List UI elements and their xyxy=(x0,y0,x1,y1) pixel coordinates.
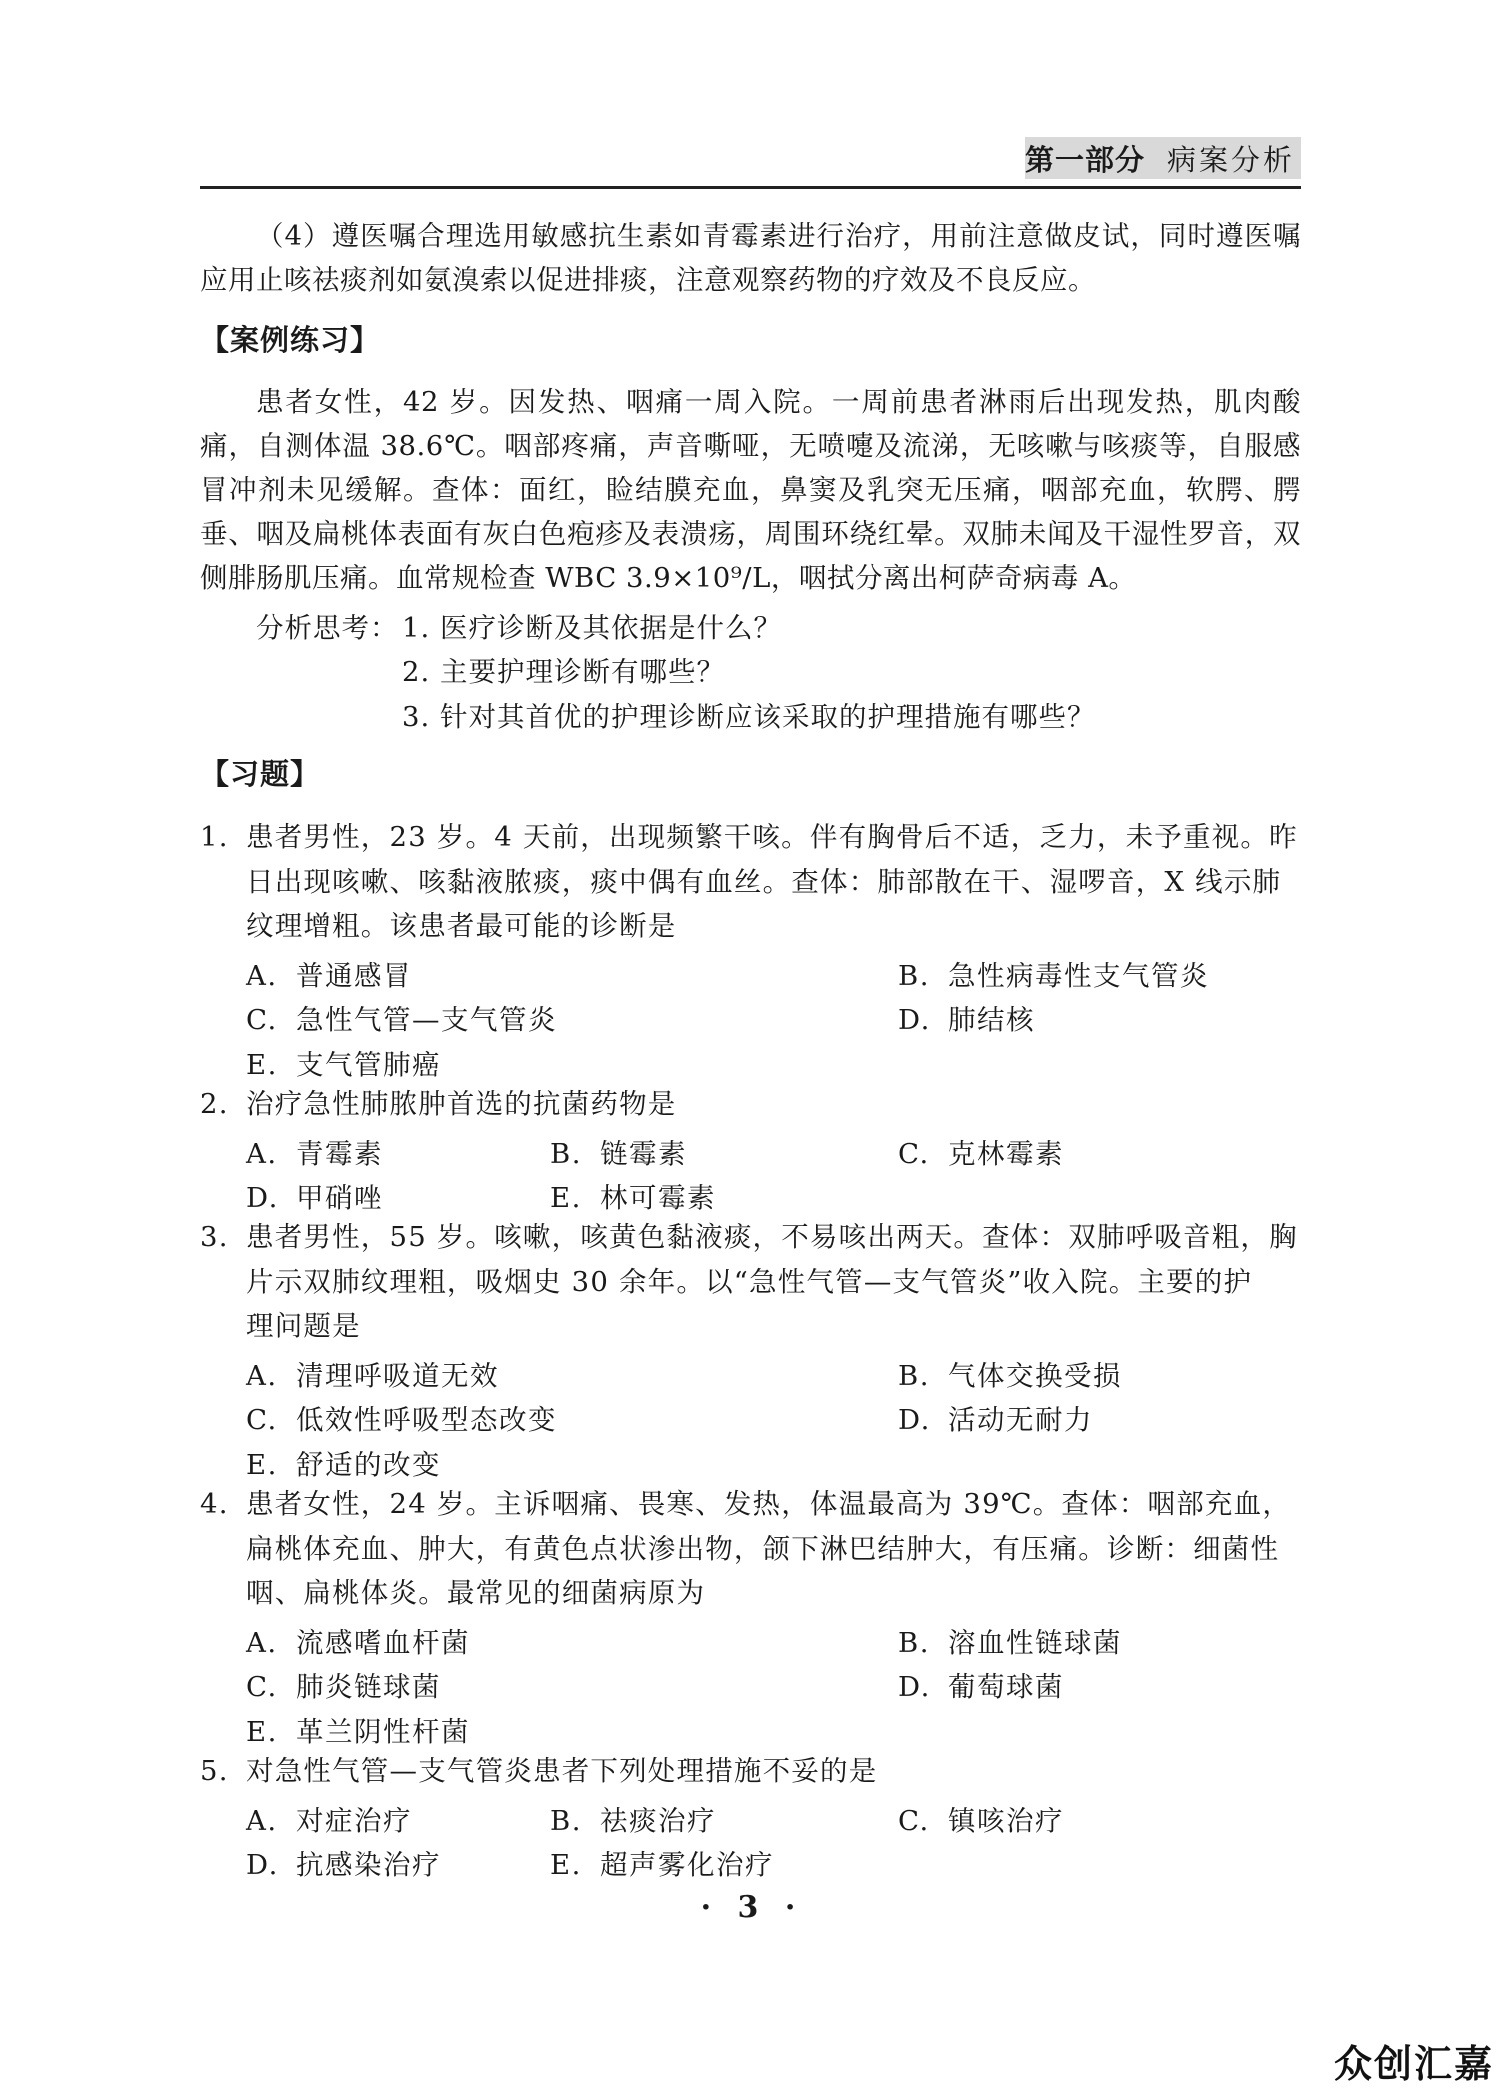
question-line xyxy=(200,1482,1301,1527)
question-1-option-d[interactable]: D. 肺结核 xyxy=(898,1004,1035,1036)
intro-block xyxy=(200,214,1301,302)
stem-text: 纹理增粗。该患者最可能的诊断是 xyxy=(246,910,677,942)
case-practice-heading: 【案例练习】 xyxy=(200,323,381,357)
question-2-option-d[interactable]: D. 甲硝唑 xyxy=(246,1182,383,1214)
analysis-question-2: 2. 主要护理诊断有哪些？ xyxy=(402,656,725,688)
question-3-option-b[interactable]: B. 气体交换受损 xyxy=(898,1360,1122,1392)
question-5-stem xyxy=(200,1749,1301,1794)
question-number: 1. xyxy=(200,821,229,853)
page-number: · 3 · xyxy=(700,1890,804,1925)
question-4-option-d[interactable]: D. 葡萄球菌 xyxy=(898,1671,1064,1703)
question-3-option-d[interactable]: D. 活动无耐力 xyxy=(898,1404,1093,1436)
stem-text: 咽、扁桃体炎。最常见的细菌病原为 xyxy=(246,1577,706,1609)
stem-text: 治疗急性肺脓肿首选的抗菌药物是 xyxy=(246,1088,677,1120)
question-4-option-e[interactable]: E. 革兰阴性杆菌 xyxy=(246,1716,470,1748)
stem-text: 理问题是 xyxy=(246,1310,361,1342)
intro-paragraph: （4）遵医嘱合理选用敏感抗生素如青霉素进行治疗，用前注意做皮试，同时遵医嘱应用止咳祛痰剂如氨溴索以促进排痰，注意观察药物的疗效及不良反应。 xyxy=(200,220,1301,296)
question-1-stem xyxy=(200,815,1301,949)
question-4-option-c[interactable]: C. 肺炎链球菌 xyxy=(246,1671,441,1703)
question-1-option-c[interactable]: C. 急性气管—支气管炎 xyxy=(246,1004,557,1036)
question-number: 4. xyxy=(200,1488,229,1520)
question-number: 5. xyxy=(200,1755,229,1787)
question-1-option-b[interactable]: B. 急性病毒性支气管炎 xyxy=(898,960,1209,992)
question-2-option-e[interactable]: E. 林可霉素 xyxy=(550,1182,716,1214)
case-practice-block xyxy=(200,380,1301,600)
analysis-question-1: 1. 医疗诊断及其依据是什么？ xyxy=(402,612,782,644)
section-title: 病案分析 xyxy=(1166,142,1295,177)
question-5-option-d[interactable]: D. 抗感染治疗 xyxy=(246,1849,441,1881)
stem-text: 片示双肺纹理粗，吸烟史 30 余年。以“急性气管—支气管炎”收入院。主要的护 xyxy=(246,1265,1253,1298)
stem-text: 患者女性，24 岁。主诉咽痛、畏寒、发热，体温最高为 39℃。查体：咽部充血， xyxy=(246,1488,1292,1520)
question-5-option-c[interactable]: C. 镇咳治疗 xyxy=(898,1805,1064,1837)
question-2-option-a[interactable]: A. 青霉素 xyxy=(246,1138,383,1170)
question-2-stem xyxy=(200,1082,1301,1127)
question-5-option-e[interactable]: E. 超声雾化治疗 xyxy=(550,1849,774,1881)
exercises-heading: 【习题】 xyxy=(200,757,321,791)
running-header xyxy=(200,130,1301,189)
question-5-option-a[interactable]: A. 对症治疗 xyxy=(246,1805,412,1837)
question-3-option-e[interactable]: E. 舒适的改变 xyxy=(246,1449,441,1481)
stem-text: 日出现咳嗽、咳黏液脓痰，痰中偶有血丝。查体：肺部散在干、湿啰音，X 线示肺 xyxy=(246,865,1282,898)
stem-text: 对急性气管—支气管炎患者下列处理措施不妥的是 xyxy=(246,1755,878,1787)
question-3-option-a[interactable]: A. 清理呼吸道无效 xyxy=(246,1360,499,1392)
question-1-option-a[interactable]: A. 普通感冒 xyxy=(246,960,412,992)
question-4-option-b[interactable]: B. 溶血性链球菌 xyxy=(898,1627,1122,1659)
question-3-stem xyxy=(200,1215,1301,1349)
question-line xyxy=(200,1215,1301,1260)
question-4-stem xyxy=(200,1482,1301,1616)
stem-text: 患者男性，23 岁。4 天前，出现频繁干咳。伴有胸骨后不适，乏力，未予重视。昨 xyxy=(246,821,1298,853)
case-paragraph: 患者女性，42 岁。因发热、咽痛一周入院。一周前患者淋雨后出现发热，肌肉酸痛，自测体温 38.6℃。咽部疼痛，声音嘶哑，无喷嚏及流涕，无咳嗽与咳痰等，自服感冒冲剂未见缓解。查体：面红，睑结膜充血，鼻窦及乳突无压痛，咽部充血，软腭、腭垂、咽及扁桃体表面有灰白色疱疹及表溃疡，周围环绕红晕。双肺未闻及干湿性罗音，双侧腓肠肌压痛。血常规检查 WBC 3.9×10⁹/L，咽拭分离出柯萨奇病毒 A。 xyxy=(200,386,1301,594)
question-5-option-b[interactable]: B. 祛痰治疗 xyxy=(550,1805,716,1837)
question-2-option-b[interactable]: B. 链霉素 xyxy=(550,1138,687,1170)
question-line xyxy=(200,815,1301,860)
question-1-option-e[interactable]: E. 支气管肺癌 xyxy=(246,1049,441,1081)
question-number: 2. xyxy=(200,1088,229,1120)
stem-text: 扁桃体充血、肿大，有黄色点状渗出物，颌下淋巴结肿大，有压痛。诊断：细菌性 xyxy=(246,1532,1280,1565)
question-number: 3. xyxy=(200,1221,229,1253)
analysis-label: 分析思考： xyxy=(256,612,399,644)
question-4-option-a[interactable]: A. 流感嗜血杆菌 xyxy=(246,1627,470,1659)
question-line xyxy=(200,1749,1301,1794)
part-title: 第一部分 xyxy=(1024,142,1145,177)
question-3-option-c[interactable]: C. 低效性呼吸型态改变 xyxy=(246,1404,557,1436)
question-line xyxy=(200,1082,1301,1127)
watermark-logo: 众创汇嘉 xyxy=(1333,2042,1494,2086)
question-2-option-c[interactable]: C. 克林霉素 xyxy=(898,1138,1064,1170)
analysis-question-3: 3. 针对其首优的护理诊断应该采取的护理措施有哪些？ xyxy=(402,701,1096,733)
stem-text: 患者男性，55 岁。咳嗽，咳黄色黏液痰，不易咳出两天。查体：双肺呼吸音粗，胸 xyxy=(246,1221,1298,1253)
header-tag xyxy=(1025,137,1301,179)
